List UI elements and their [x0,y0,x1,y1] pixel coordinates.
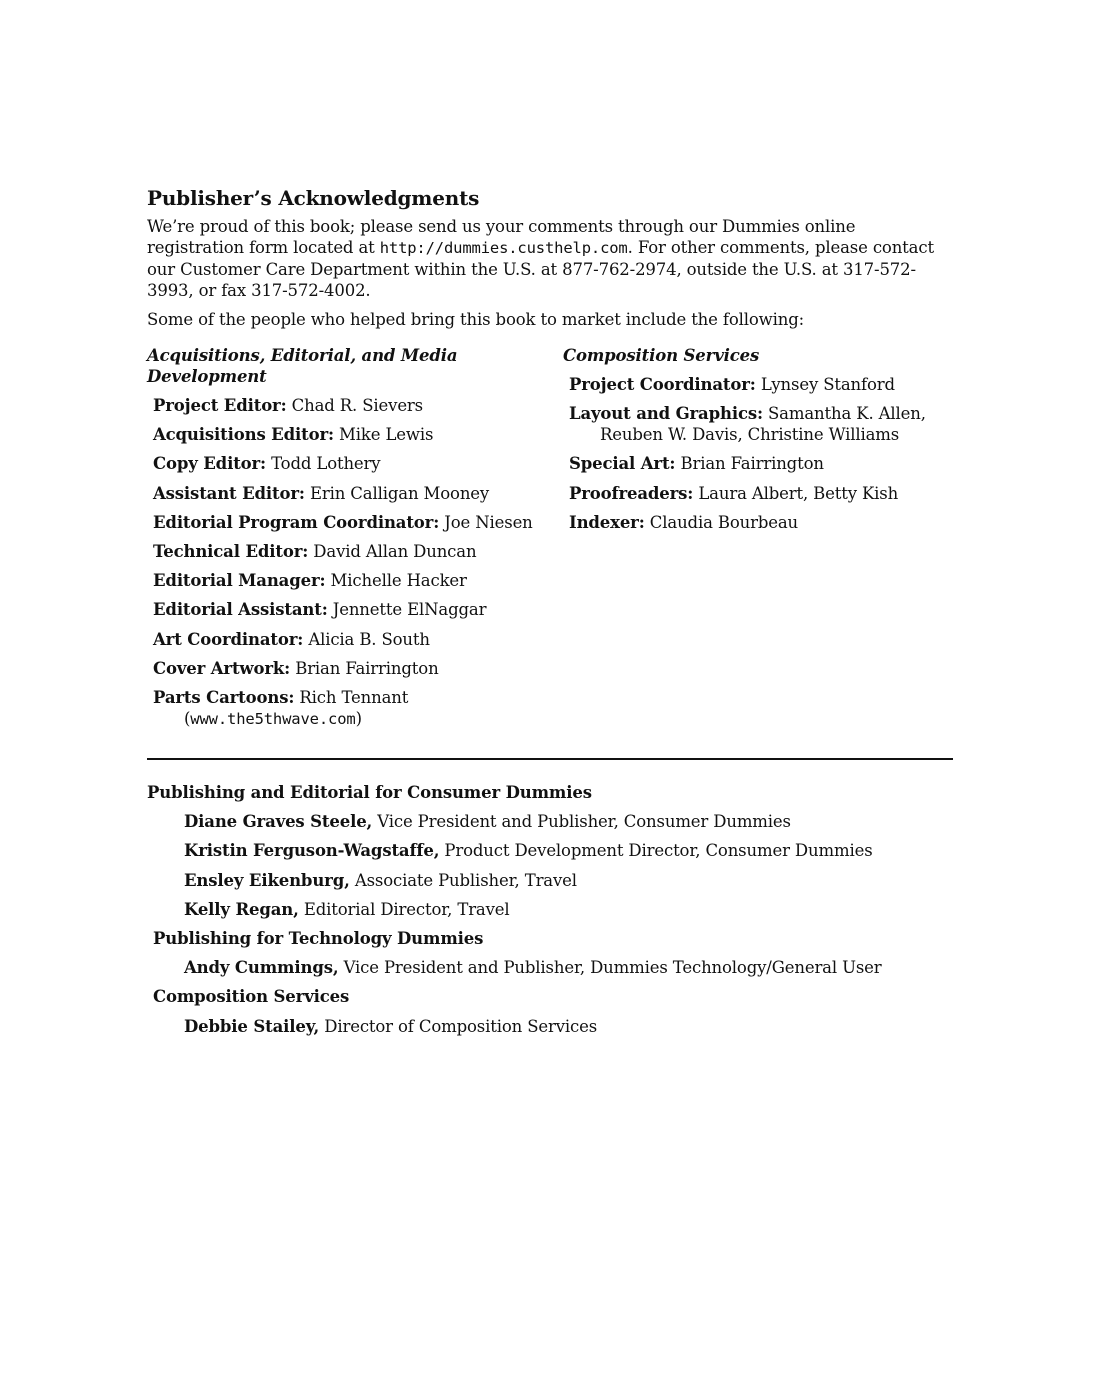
credit-name: Lynsey Stanford [760,375,895,394]
credit-role: Layout and Graphics: [569,404,763,424]
intro-text-start: We’re proud of this book; please send us your comments through our Dummies online registration form located at [147,217,856,257]
credit-name: Joe Niesen [444,512,533,532]
credit-role: Indexer: [569,512,645,532]
credit-role: Assistant Editor: [153,483,305,503]
publishing-section [147,782,953,1037]
credit-entry [569,403,953,445]
credit-role: Art Coordinator: [153,629,304,649]
section-divider [147,758,953,760]
staff-name: Debbie Stailey, [184,1016,320,1036]
staff-title: Vice President and Publisher, Dummies Technology/General User [343,958,882,978]
credit-entry [153,453,563,474]
staff-title: Product Development Director, Consumer Dummies [444,841,873,861]
credit-name: Claudia Bourbeau [649,512,799,532]
credit-entry [153,395,563,416]
staff-name: Kristin Ferguson-Wagstaffe, [184,841,440,861]
credit-role: Editorial Assistant: [153,600,328,620]
left-credits-column [147,345,563,738]
paren-open: ( [184,708,191,728]
staff-entry [184,1016,953,1037]
credit-entry [153,424,563,445]
credit-entry [569,512,953,533]
staff-title: Director of Composition Services [324,1016,598,1036]
credits-columns [147,345,953,738]
left-column-heading: Acquisitions, Editorial, and Media Development [147,346,458,386]
credit-role: Editorial Program Coordinator: [153,512,440,532]
credit-entry [153,483,563,504]
staff-entry [184,899,953,920]
consumer-publishing-heading: Publishing and Editorial for Consumer Dummies [147,783,592,803]
credit-name: Chad R. Sievers [291,396,423,415]
credit-name: Jennette ElNaggar [332,600,487,620]
credit-role: Cover Artwork: [153,658,291,678]
staff-title: Associate Publisher, Travel [354,870,577,890]
credit-name: Laura Albert, Betty Kish [698,483,899,503]
credit-name: Brian Fairrington [680,454,824,474]
staff-entry [184,870,953,891]
credit-entry [569,374,953,395]
credit-role: Parts Cartoons: [153,687,295,707]
credit-role: Technical Editor: [153,541,309,561]
intro-paragraph [147,216,953,301]
credit-role: Special Art: [569,454,676,474]
staff-name: Andy Cummings, [184,958,339,978]
credit-name: Todd Lothery [271,454,381,474]
credit-name: David Allan Duncan [313,541,477,561]
cartoon-url: www.the5thwave.com [190,709,356,728]
credit-name: Rich Tennant [299,687,409,707]
credit-entry [153,658,563,679]
credit-role: Editorial Manager: [153,571,326,591]
credit-entry-parts-cartoons [153,687,563,730]
credit-role: Project Editor: [153,396,287,415]
staff-title: Vice President and Publisher, Consumer Dummies [377,812,791,832]
credit-entry [153,541,563,562]
paren-close: ) [355,708,362,728]
right-credits-column [563,345,953,738]
staff-title: Editorial Director, Travel [303,899,510,919]
staff-entry [184,811,953,832]
credit-name: Brian Fairrington [295,658,439,678]
staff-entry [184,957,953,978]
credit-name: Alicia B. South [308,629,430,649]
credit-name: Michelle Hacker [330,571,467,591]
acknowledgments-page [147,186,953,1045]
page-title: Publisher’s Acknowledgments [147,186,480,210]
right-column-heading: Composition Services [563,346,760,365]
credit-role: Acquisitions Editor: [153,425,334,445]
credit-entry [153,599,563,620]
feedback-url: http://dummies.custhelp.com [379,239,628,257]
credit-role: Copy Editor: [153,454,266,474]
credit-entry [153,570,563,591]
credit-name: Samantha K. Allen, Reuben W. Davis, Christine Williams [600,404,926,445]
credit-entry [569,483,953,504]
credit-role: Proofreaders: [569,483,694,503]
staff-name: Ensley Eikenburg, [184,870,350,890]
credit-entry [153,512,563,533]
credit-name: Erin Calligan Mooney [309,483,490,503]
lead-paragraph: Some of the people who helped bring this book to market include the following: [147,310,805,329]
credit-entry [569,453,953,474]
technology-publishing-heading: Publishing for Technology Dummies [153,929,484,948]
credit-role: Project Coordinator: [569,375,756,394]
credit-entry [153,629,563,650]
composition-services-heading: Composition Services [153,987,350,1007]
credit-name: Mike Lewis [339,425,434,445]
staff-entry [184,840,953,861]
staff-name: Kelly Regan, [184,899,299,919]
intro-text-end: . For other comments, please contact our Customer Care Department within the U.S. at 877-762-2974, outside the U.S. at 317-572-3993, or fax 317-572-4002. [147,238,934,300]
staff-name: Diane Graves Steele, [184,812,373,832]
